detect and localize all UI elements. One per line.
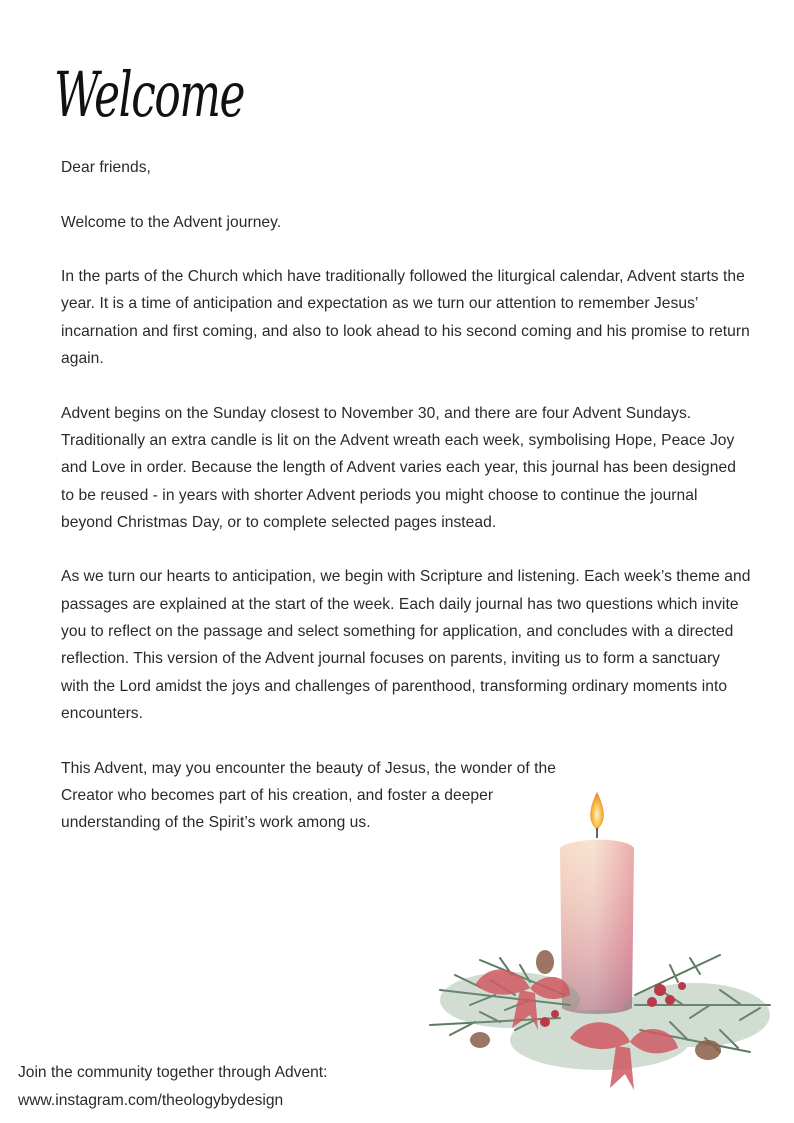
candle-wreath-illustration: [420, 790, 780, 1110]
svg-text:Welcome: Welcome: [54, 58, 244, 131]
letter-body: [61, 154, 751, 864]
flame-icon: [590, 792, 604, 830]
greeting: Dear friends,: [61, 159, 151, 176]
welcome-title: [48, 48, 258, 148]
paragraph-advent-sundays: Advent begins on the Sunday closest to November 30, and there are four Advent Sundays. Traditionally an extra candle is lit on the Advent wreath each week, symbolising Hope, Peace Joy and Love in order. Because the length of Advent varies each year, this journal has been designed to be reused - in years with shorter Advent periods you might choose to continue the journal beyond Christmas Day, or to complete selected pages instead.: [61, 404, 736, 531]
paragraph-intro: Welcome to the Advent journey.: [61, 213, 282, 231]
community-cta: Join the community together through Advent:: [18, 1064, 328, 1081]
paragraph-journal: As we turn our hearts to anticipation, we begin with Scripture and listening. Each week’s theme and passages are explained at the start of the week. Each daily journal has two questions which invite you to reflect on the passage and select something for application, and concludes with a directed reflection. This version of the Advent journal focuses on parents, inviting us to form a sanctuary with the Lord amidst the joys and challenges of parenthood, transforming ordinary moments into encounters.: [61, 568, 751, 722]
paragraph-blessing: This Advent, may you encounter the beauty of Jesus, the wonder of the Creator who becomes part of his creation, and foster a deeper understanding of the Spirit’s work among us.: [61, 759, 556, 832]
footer: [18, 1059, 327, 1114]
paragraph-calendar: In the parts of the Church which have traditionally followed the liturgical calendar, Advent starts the year. It is a time of anticipation and expectation as we turn our attention to remember Jesus’ incarnation and first coming, and also to look ahead to his second coming and his promise to return again.: [61, 268, 750, 368]
instagram-link[interactable]: www.instagram.com/theologybydesign: [18, 1091, 284, 1109]
